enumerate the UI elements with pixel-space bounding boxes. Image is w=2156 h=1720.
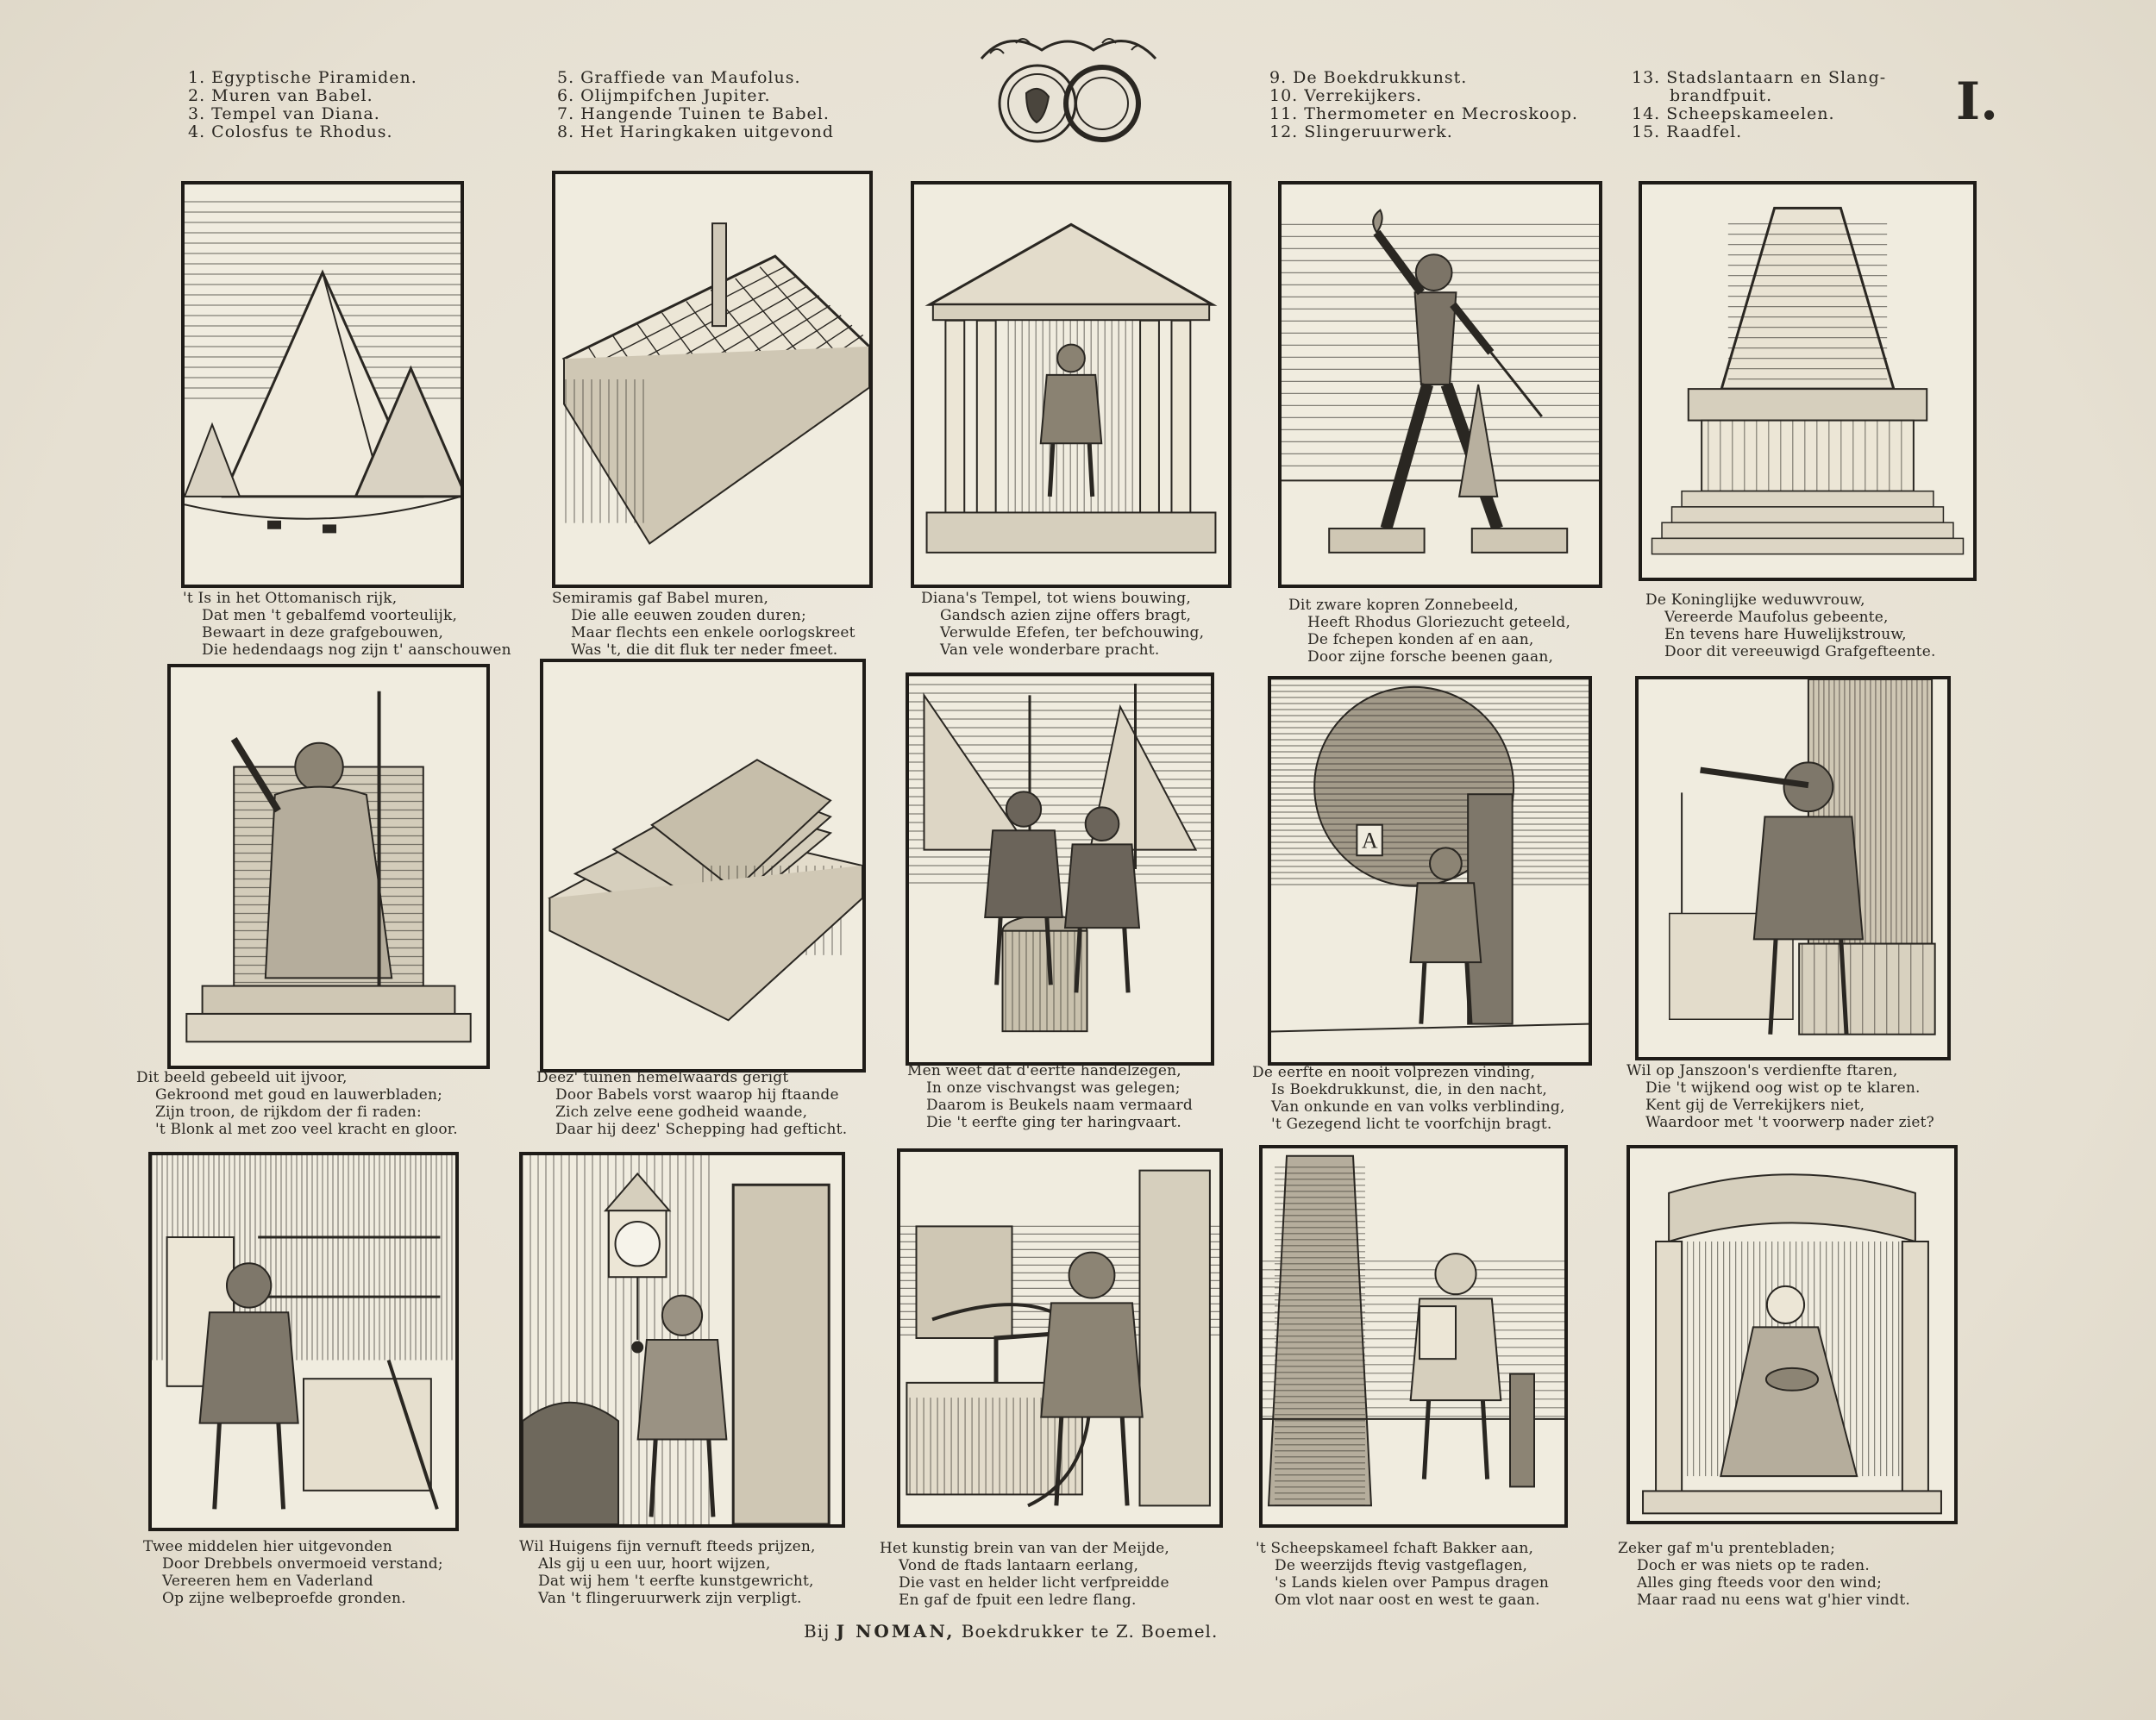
index-entry: 9. De Boekdrukkunst. xyxy=(1269,68,1468,87)
fire-hose-icon xyxy=(900,1152,1219,1524)
pendulum-clock-icon xyxy=(523,1155,842,1524)
verse-line: Wil op Janszoon's verdienfte ftaren, xyxy=(1626,1062,1898,1079)
verse-line: De weerzijds ftevig vastgeflagen, xyxy=(1275,1557,1528,1574)
index-column-3 xyxy=(1269,69,1578,141)
index-entry: 11. Thermometer en Mecroskoop. xyxy=(1269,104,1578,123)
index-entry: 7. Hangende Tuinen te Babel. xyxy=(557,104,830,123)
engraving-panel xyxy=(906,672,1214,1066)
verse-line: Het kunstig brein van van der Meijde, xyxy=(880,1540,1170,1557)
verse-line: Van 't flingeruurwerk zijn verpligt. xyxy=(538,1590,802,1607)
panel-verse xyxy=(143,1538,443,1607)
verse-line: In onze vischvangst was gelegen; xyxy=(926,1079,1181,1097)
verse-line: En gaf de fpuit een ledre flang. xyxy=(899,1592,1137,1609)
verse-line: Gekroond met goud en lauwerbladen; xyxy=(155,1086,443,1104)
colossus-of-rhodes-icon xyxy=(1282,185,1599,585)
ship-camel-icon xyxy=(1263,1148,1564,1524)
verse-line: Die 't wijkend oog wist op te klaren. xyxy=(1645,1079,1921,1097)
verse-line: Waardoor met 't voorwerp nader ziet? xyxy=(1645,1114,1934,1131)
index-entry: 1. Egyptische Piramiden. xyxy=(188,68,417,87)
verse-line: Vereeren hem en Vaderland xyxy=(162,1573,373,1590)
engraving-panel xyxy=(1635,676,1951,1060)
panel-verse xyxy=(880,1540,1169,1609)
verse-line: Alles ging fteeds voor den wind; xyxy=(1637,1574,1882,1592)
panel-verse xyxy=(136,1069,458,1138)
verse-line: Zijn troon, de rijkdom der fi raden: xyxy=(155,1104,422,1121)
verse-line: Heeft Rhodus Gloriezucht geteeld, xyxy=(1307,614,1571,631)
verse-line: Daarom is Beukels naam vermaard xyxy=(926,1097,1193,1114)
verse-line: Van onkunde en van volks verblinding, xyxy=(1271,1098,1565,1116)
verse-line: Die hedendaags nog zijn t' aanschouwen xyxy=(202,641,511,659)
engraving-panel xyxy=(148,1152,459,1531)
index-entry: brandfpuit. xyxy=(1670,86,1773,105)
svg-text:A: A xyxy=(1361,828,1378,854)
verse-line: Die alle eeuwen zouden duren; xyxy=(571,607,806,624)
panel-verse xyxy=(519,1538,816,1607)
imprint-publisher: J NOMAN, xyxy=(836,1621,956,1642)
verse-line: De fchepen konden af en aan, xyxy=(1307,631,1534,648)
herring-packing-icon xyxy=(909,676,1211,1062)
index-column-2 xyxy=(557,69,834,141)
verse-line: Door zijne forsche beenen gaan, xyxy=(1307,648,1554,666)
printers-emblem-icon xyxy=(956,24,1180,145)
verse-line: Dat wij hem 't eerfte kunstgewricht, xyxy=(538,1573,814,1590)
engraving-panel xyxy=(1278,181,1602,588)
verse-line: Verwulde Efefen, ter befchouwing, xyxy=(940,624,1205,641)
verse-line: Daar hij deez' Schepping had gefticht. xyxy=(555,1121,848,1138)
verse-line: 't Scheepskameel fchaft Bakker aan, xyxy=(1256,1540,1534,1557)
panel-verse xyxy=(921,590,1204,659)
engraving-panel xyxy=(1639,181,1977,581)
walls-of-babylon-icon xyxy=(555,174,869,585)
engraving-panel xyxy=(897,1148,1223,1528)
imprint xyxy=(804,1621,1218,1642)
verse-line: Van vele wonderbare pracht. xyxy=(940,641,1160,659)
verse-line: Is Boekdrukkunst, die, in den nacht, xyxy=(1271,1081,1548,1098)
engraving-panel xyxy=(1268,676,1592,1066)
verse-line: Dit beeld gebeeld uit ijvoor, xyxy=(136,1069,348,1086)
panel-verse xyxy=(536,1069,847,1138)
engraving-panel xyxy=(911,181,1232,588)
verse-line: Door dit vereeuwigd Grafgefteente. xyxy=(1664,643,1936,660)
verse-line: Bewaart in deze grafgebouwen, xyxy=(202,624,444,641)
panel-verse xyxy=(1645,591,1936,660)
engraving-panel xyxy=(540,659,866,1073)
verse-line: Vereerde Maufolus gebeente, xyxy=(1664,609,1889,626)
verse-line: 't Is in het Ottomanisch rijk, xyxy=(183,590,398,607)
hanging-gardens-icon xyxy=(543,662,862,1069)
index-entry: 8. Het Haringkaken uitgevond xyxy=(557,122,834,141)
verse-line: Door Drebbels onvermoeid verstand; xyxy=(162,1555,443,1573)
verse-line: Zeker gaf m'u prentebladen; xyxy=(1618,1540,1836,1557)
imprint-suffix: Boekdrukker te Z. Boemel. xyxy=(961,1621,1219,1642)
temple-of-diana-icon xyxy=(914,185,1228,585)
verse-line: Dat men 't gebalfemd voorteulijk, xyxy=(202,607,458,624)
verse-line: Doch er was niets op te raden. xyxy=(1637,1557,1870,1574)
index-entry: 12. Slingeruurwerk. xyxy=(1269,122,1453,141)
verse-line: 's Lands kielen over Pampus dragen xyxy=(1275,1574,1549,1592)
printing-invention-icon xyxy=(1271,679,1589,1062)
index-entry: 15. Raadfel. xyxy=(1632,122,1743,141)
verse-line: Maar flechts een enkele oorlogskreet xyxy=(571,624,856,641)
verse-line: Op zijne welbeproefde gronden. xyxy=(162,1590,406,1607)
panel-verse xyxy=(1252,1064,1565,1133)
verse-line: Die vast en helder licht verfpreidde xyxy=(899,1574,1169,1592)
verse-line: Semiramis gaf Babel muren, xyxy=(552,590,769,607)
verse-line: Als gij u een uur, hoort wijzen, xyxy=(538,1555,771,1573)
panel-verse xyxy=(1288,597,1570,666)
engraving-panel xyxy=(519,1152,845,1528)
verse-line: Die 't eerfte ging ter haringvaart. xyxy=(926,1114,1181,1131)
engraving-panel xyxy=(181,181,464,588)
drebbel-laboratory-icon xyxy=(152,1155,455,1528)
verse-line: Maar raad nu eens wat g'hier vindt. xyxy=(1637,1592,1910,1609)
index-entry: 14. Scheepskameelen. xyxy=(1632,104,1835,123)
panel-verse xyxy=(1626,1062,1934,1131)
index-entry: 2. Muren van Babel. xyxy=(188,86,373,105)
panel-verse xyxy=(1256,1540,1549,1609)
index-column-4 xyxy=(1632,69,1886,141)
riddle-woman-icon xyxy=(1630,1148,1954,1521)
verse-line: Deez' tuinen hemelwaards gerigt xyxy=(536,1069,789,1086)
imprint-prefix: Bij xyxy=(804,1621,830,1642)
verse-line: En tevens hare Huwelijkstrouw, xyxy=(1664,626,1907,643)
engraving-panel xyxy=(1626,1145,1958,1524)
verse-line: Wil Huigens fijn vernuft fteeds prijzen, xyxy=(519,1538,816,1555)
statue-of-zeus-icon xyxy=(171,667,486,1066)
verse-line: Kent gij de Verrekijkers niet, xyxy=(1645,1097,1865,1114)
verse-line: Men weet dat d'eerfte handelzegen, xyxy=(907,1062,1181,1079)
verse-line: Diana's Tempel, tot wiens bouwing, xyxy=(921,590,1191,607)
verse-line: De Koninglijke weduwvrouw, xyxy=(1645,591,1865,609)
mausoleum-icon xyxy=(1642,185,1973,578)
verse-line: Gandsch azien zijne offers bragt, xyxy=(940,607,1192,624)
sheet-number: I. xyxy=(1956,72,1998,132)
index-entry: 3. Tempel van Diana. xyxy=(188,104,380,123)
verse-line: Vond de ftads lantaarn eerlang, xyxy=(899,1557,1139,1574)
index-entry: 4. Colosfus te Rhodus. xyxy=(188,122,393,141)
index-entry: 13. Stadslantaarn en Slang- xyxy=(1632,68,1887,87)
verse-line: Zich zelve eene godheid waande, xyxy=(555,1104,808,1121)
verse-line: Twee middelen hier uitgevonden xyxy=(143,1538,392,1555)
engraving-panel xyxy=(167,664,490,1069)
panel-verse xyxy=(907,1062,1193,1131)
verse-line: De eerfte en nooit volprezen vinding, xyxy=(1252,1064,1536,1081)
verse-line: Dit zware kopren Zonnebeeld, xyxy=(1288,597,1519,614)
telescope-icon xyxy=(1639,679,1947,1057)
index-entry: 5. Graffiede van Maufolus. xyxy=(557,68,801,87)
index-entry: 6. Olijmpifchen Jupiter. xyxy=(557,86,771,105)
verse-line: 't Gezegend licht te voorfchijn bragt. xyxy=(1271,1116,1552,1133)
engraving-panel xyxy=(552,171,873,588)
panel-verse xyxy=(552,590,856,659)
engraving-panel xyxy=(1259,1145,1568,1528)
verse-line: Om vlot naar oost en west te gaan. xyxy=(1275,1592,1540,1609)
verse-line: Door Babels vorst waarop hij ftaande xyxy=(555,1086,839,1104)
verse-line: 't Blonk al met zoo veel kracht en gloor. xyxy=(155,1121,458,1138)
index-entry: 10. Verrekijkers. xyxy=(1269,86,1422,105)
panel-verse xyxy=(183,590,511,659)
panel-verse xyxy=(1618,1540,1910,1609)
index-column-1 xyxy=(188,69,417,141)
verse-line: Was 't, die dit fluk ter neder fmeet. xyxy=(571,641,838,659)
pyramids-icon xyxy=(185,185,461,585)
